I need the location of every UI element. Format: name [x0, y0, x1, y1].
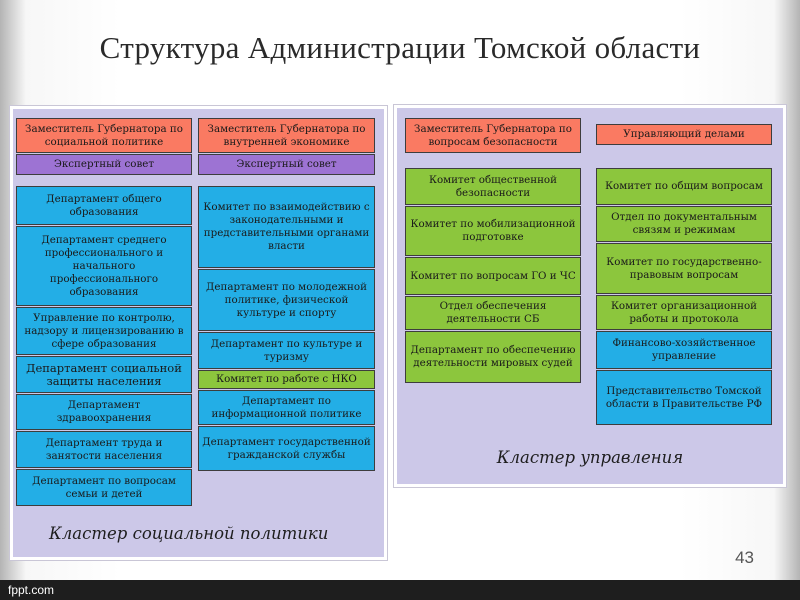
- social-col1-item: Департамент здравоохранения: [16, 394, 192, 430]
- social-col1-item: Департамент социальной защиты населения: [16, 356, 192, 393]
- management-col1-item: Департамент по обеспечению деятельности мировых судей: [405, 331, 581, 383]
- chief-of-staff-box: Управляющий делами: [596, 124, 772, 145]
- management-cluster-caption: Кластер управления: [496, 448, 684, 467]
- social-col1-item: Департамент по вопросам семьи и детей: [16, 469, 192, 506]
- social-col2-item: Департамент государственной гражданской службы: [198, 426, 375, 471]
- deputy-security-box: Заместитель Губернатора по вопросам безопасности: [405, 118, 581, 153]
- deputy-economy-box: Заместитель Губернатора по внутренней экономике: [198, 118, 375, 153]
- management-col1-item: Комитет по мобилизационной подготовке: [405, 206, 581, 256]
- social-col1-item: Департамент среднего профессионального и начального профессионального образования: [16, 226, 192, 306]
- expert-council-economy-box: Экспертный совет: [198, 154, 375, 175]
- footer-bar: [0, 580, 800, 600]
- social-col1-item: Управление по контролю, надзору и лицензированию в сфере образования: [16, 307, 192, 355]
- social-col2-item: Комитет по работе с НКО: [198, 370, 375, 389]
- social-col2-item: Комитет по взаимодействию с законодательными и представительными органами власти: [198, 186, 375, 268]
- management-col2-item: Представительство Томской области в Правительстве РФ: [596, 370, 772, 425]
- management-col1-item: Комитет по вопросам ГО и ЧС: [405, 257, 581, 295]
- social-col1-item: Департамент труда и занятости населения: [16, 431, 192, 468]
- expert-council-social-box: Экспертный совет: [16, 154, 192, 175]
- footer-brand: fppt.com: [8, 583, 55, 597]
- management-col2-item: Комитет по государственно-правовым вопросам: [596, 243, 772, 294]
- management-col2-item: Комитет по общим вопросам: [596, 168, 772, 205]
- management-col2-item: Финансово-хозяйственное управление: [596, 331, 772, 369]
- social-col1-item: Департамент общего образования: [16, 186, 192, 225]
- deputy-social-policy-box: Заместитель Губернатора по социальной политике: [16, 118, 192, 153]
- social-col2-item: Департамент по информационной политике: [198, 390, 375, 425]
- slide-title: Структура Администрации Томской области: [99, 30, 701, 65]
- social-col2-item: Департамент по молодежной политике, физической культуре и спорту: [198, 269, 375, 331]
- management-col2-item: Отдел по документальным связям и режимам: [596, 206, 772, 242]
- management-col1-item: Отдел обеспечения деятельности СБ: [405, 296, 581, 330]
- management-col2-item: Комитет организационной работы и протокола: [596, 295, 772, 330]
- page-number: 43: [735, 548, 754, 567]
- management-col1-item: Комитет общественной безопасности: [405, 168, 581, 205]
- social-col2-item: Департамент по культуре и туризму: [198, 332, 375, 369]
- social-cluster-caption: Кластер социальной политики: [49, 524, 329, 543]
